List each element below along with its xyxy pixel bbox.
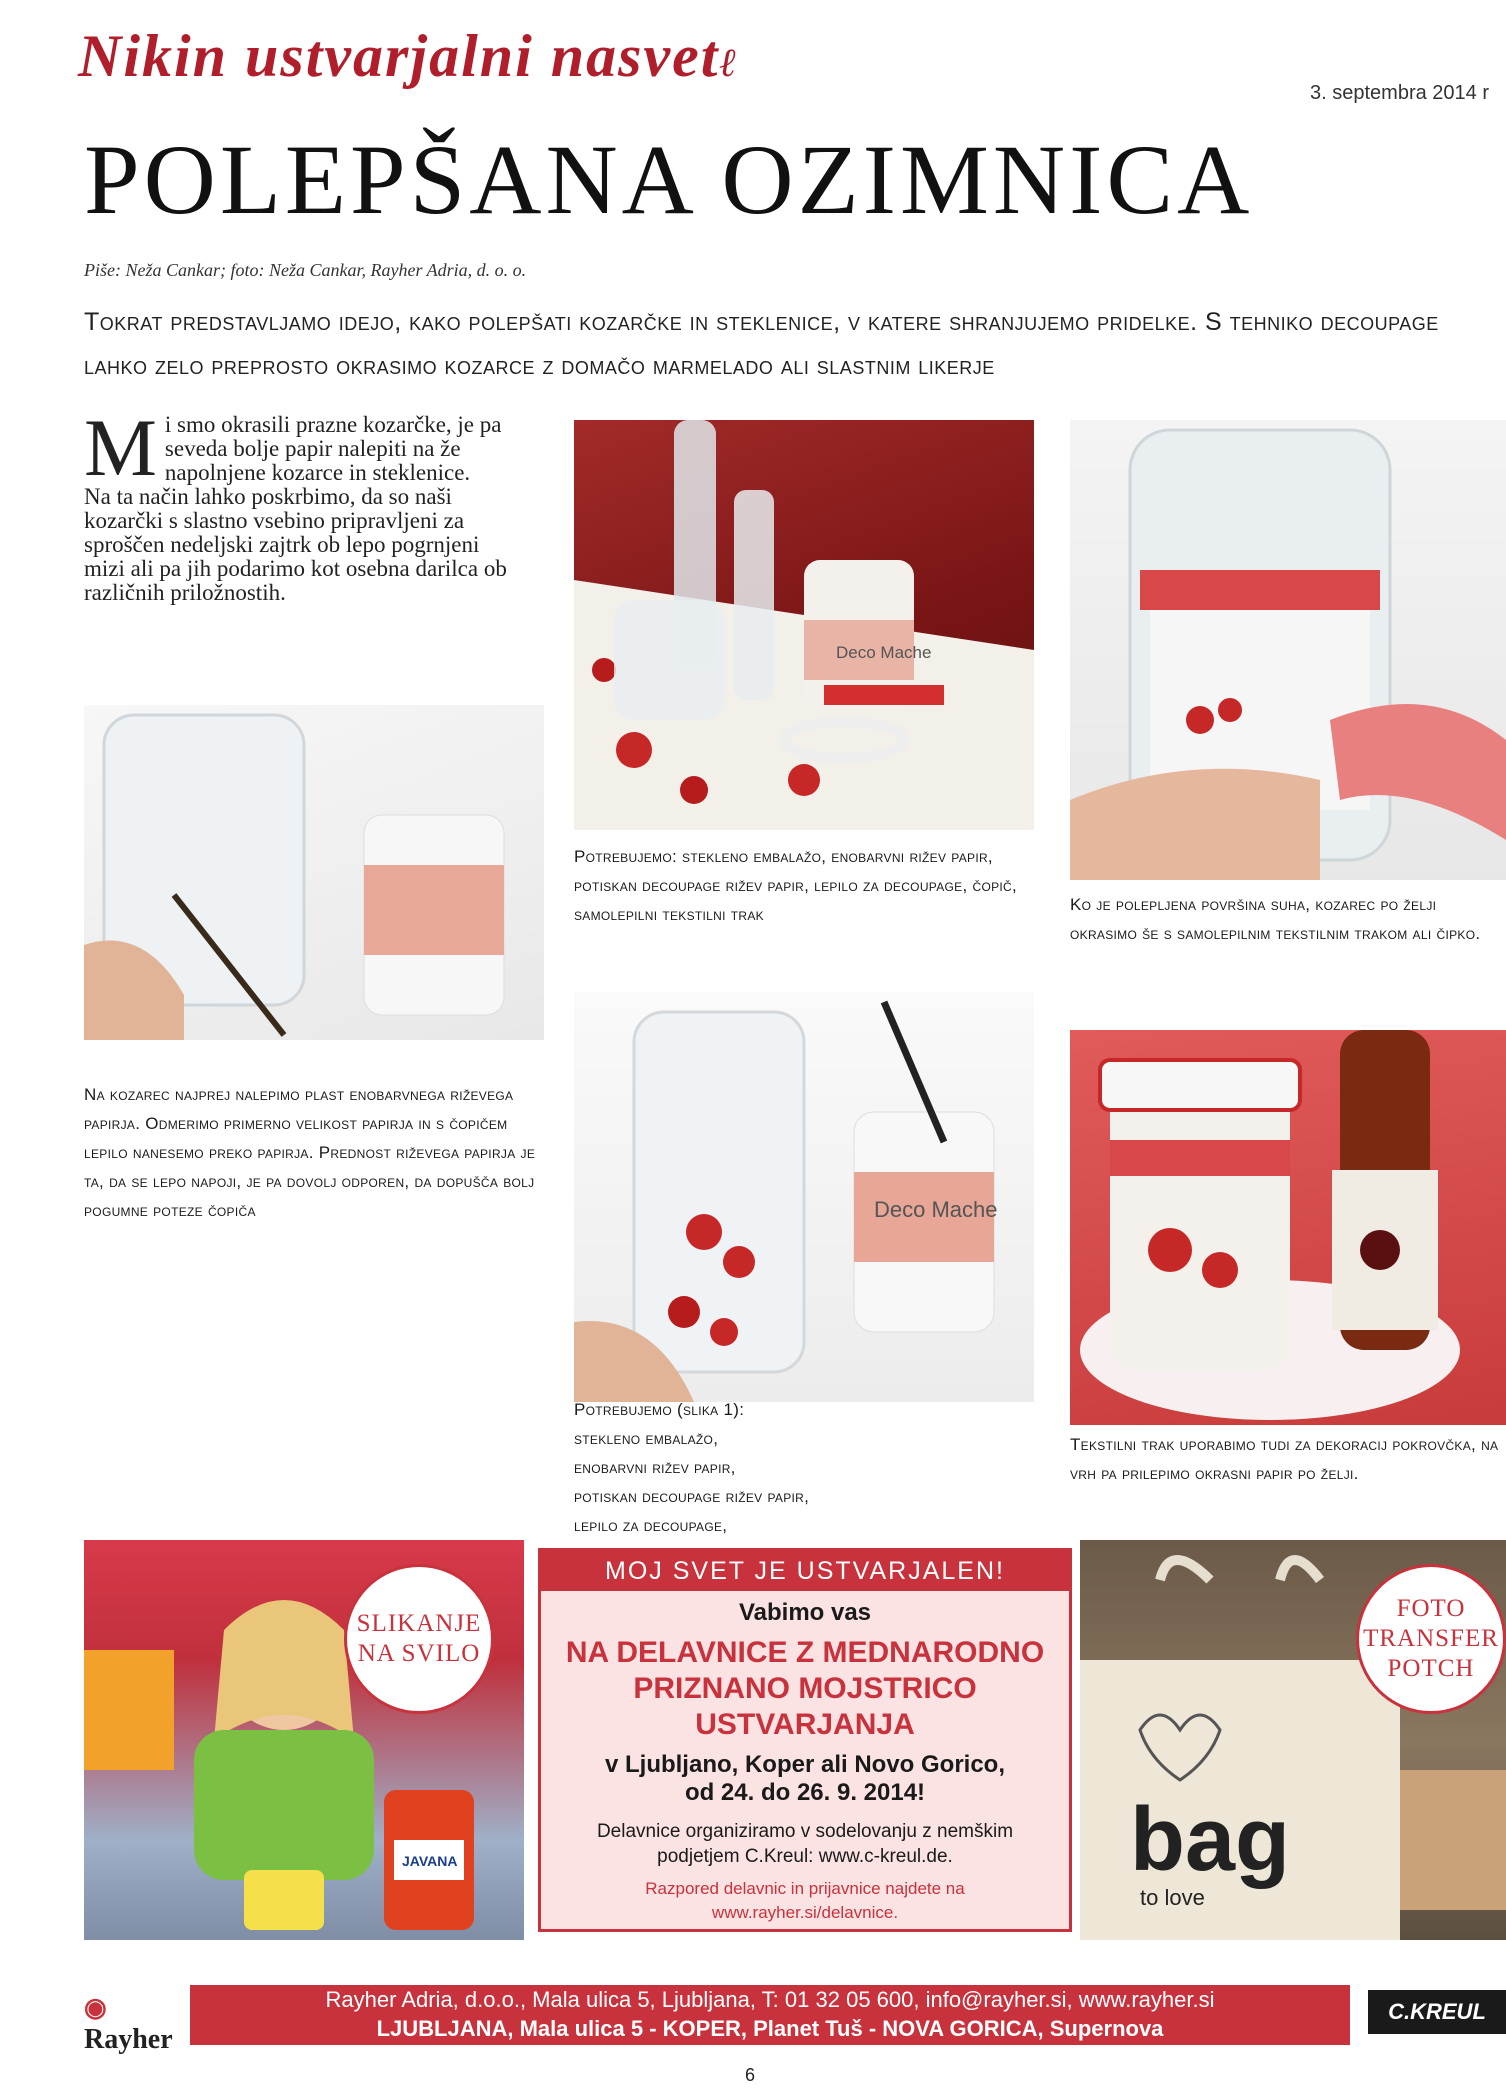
footer-stores: LJUBLJANA, Mala ulica 5 - KOPER, Planet Tuš - NOVA GORICA, Supernova — [376, 2016, 1164, 2041]
jar-label-text-2: Deco Mache — [874, 1197, 998, 1222]
caption-materials-2 — [574, 1395, 1034, 1540]
bag-text: bag — [1130, 1790, 1291, 1890]
caption-line: lepilo za decoupage, — [574, 1516, 728, 1535]
rayher-logo: ◉ Rayher — [84, 1993, 173, 2055]
caption-line: Potrebujemo (slika 1): — [574, 1400, 745, 1419]
article-paragraph-2: Na ta način lahko poskrbimo, da so naši kozarčki s slastno vsebino pripravljeni za sproščen nedeljski zajtrk ob lepo pogrnjeni mizi ali pa jih podarimo kot osebna darilca ob različnih priložnostih. — [84, 484, 507, 605]
ad-workshops — [538, 1548, 1072, 1932]
jar-label-text: Deco Mache — [836, 643, 932, 662]
badge-photo-transfer: FOTO TRANSFER POTCH — [1356, 1564, 1506, 1714]
footer-banner — [190, 1985, 1350, 2045]
photo-ribbon-illustration — [1070, 420, 1506, 880]
caption-materials: Potrebujemo: stekleno embalažo, enobarvni rižev papir, potiskan decoupage rižev papir, lepilo za decoupage, čopič, samolepilni tekstilni trak — [574, 847, 1018, 924]
caption-ribbon: Ko je polepljena površina suha, kozarec po želji okrasimo še s samolepilnim tekstilnim trakom ali čipko. — [1070, 895, 1481, 943]
photo-step-1-illustration — [84, 705, 544, 1040]
article-body — [84, 402, 524, 605]
photo-decorated-jars — [1070, 1030, 1506, 1425]
photo-step-1 — [84, 705, 544, 1040]
photo-materials-illustration — [574, 420, 1034, 830]
page-number: 6 — [745, 2065, 756, 2085]
ad-headline: NA DELAVNICE Z MEDNARODNO PRIZNANO MOJSTRICO USTVARJANJA — [565, 1636, 1045, 1741]
ad-silk-painting — [84, 1540, 524, 1940]
caption-line: stekleno embalažo, — [574, 1429, 719, 1448]
ad-partner: Delavnice organiziramo v sodelovanju z nemškim podjetjem C.Kreul: www.c-kreul.de. — [596, 1821, 1014, 1867]
photo-jar-strawberries-illustration — [574, 992, 1034, 1402]
badge-silk-painting: SLIKANJE NA SVILO — [344, 1564, 494, 1714]
paint-label: JAVANA — [402, 1853, 458, 1869]
photo-decorated-jars-illustration — [1070, 1030, 1506, 1425]
caption-step-1: Na kozarec najprej nalepimo plast enobarvnega riževega papirja. Odmerimo primerno velikost papirja in s čopičem lepilo nanesemo preko papirja. Prednost riževega papirja je ta, da se lepo napoji, je pa dovolj odporen, da dopušča bolj pogumne poteze čopiča — [84, 1085, 536, 1220]
caption-line: enobarvni rižev papir, — [574, 1458, 736, 1477]
bag-subtext: to love — [1140, 1885, 1205, 1910]
series-title: Nikin ustvarjalni nasvetℓ — [78, 23, 739, 89]
article-lead: Tokrat predstavljamo idejo, kako polepšati kozarčke in steklenice, v katere shranjujemo pridelke. S tehniko decoupage lahko zelo preprosto okrasimo kozarce z domačo marmelado ali slastnim likerje — [84, 308, 1439, 380]
rayher-logo-text: Rayher — [84, 2024, 173, 2055]
article-title: POLEPŠANA OZIMNICA — [84, 124, 1254, 235]
drop-cap: M — [84, 402, 157, 493]
caption-line: potiskan decoupage rižev papir, — [574, 1487, 810, 1506]
byline: Piše: Neža Cankar; foto: Neža Cankar, Rayher Adria, d. o. o. — [84, 260, 527, 280]
kreul-logo: C.KREUL — [1368, 1990, 1506, 2034]
ad-photo-transfer — [1080, 1540, 1506, 1940]
ad-heading: MOJ SVET JE USTVARJALEN! — [541, 1551, 1069, 1591]
article-paragraph-1: i smo okrasili prazne kozarčke, je pa seveda bolje papir nalepiti na že napolnjene kozarce in steklenice. — [164, 412, 502, 485]
photo-ribbon — [1070, 420, 1506, 880]
issue-date: 3. septembra 2014 r — [1310, 82, 1489, 104]
caption-lid: Tekstilni trak uporabimo tudi za dekoracij pokrovčka, na vrh pa prilepimo okrasni papir po želji. — [1070, 1435, 1499, 1483]
photo-materials — [574, 420, 1034, 830]
ad-where: v Ljubljano, Koper ali Novo Gorico, — [604, 1751, 1006, 1778]
ad-schedule: Razpored delavnic in prijavnice najdete na www.rayher.si/delavnice. — [645, 1879, 965, 1922]
photo-jar-strawberries — [574, 992, 1034, 1402]
ad-invite: Vabimo vas — [738, 1599, 872, 1626]
ad-when: od 24. do 26. 9. 2014! — [684, 1779, 926, 1806]
footer-address: Rayher Adria, d.o.o., Mala ulica 5, Ljubljana, T: 01 32 05 600, info@rayher.si, www.rayher.si — [325, 1987, 1215, 2012]
